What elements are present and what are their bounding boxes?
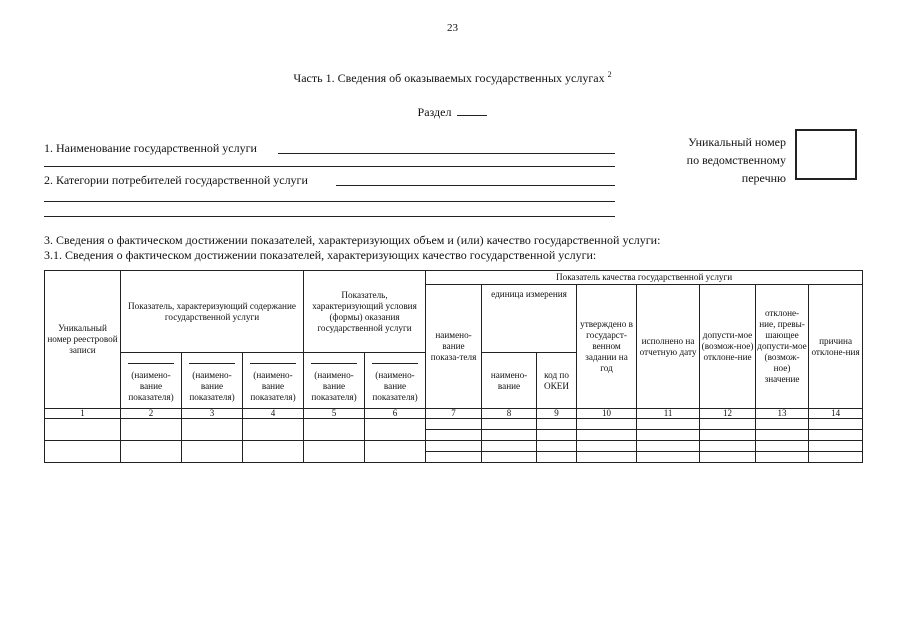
table-cell[interactable] — [304, 441, 365, 463]
header-unit: единица измерения — [482, 285, 577, 353]
paragraph-3: 3. Сведения о фактическом достижении показателей, характеризующих объем и (или) качество государственной услуги: — [44, 233, 661, 247]
table-cell[interactable] — [426, 419, 482, 430]
unique-number-box[interactable] — [795, 129, 857, 180]
service-name-label: 1. Наименование государственной услуги — [44, 141, 257, 155]
table-cell[interactable] — [482, 430, 537, 441]
header-executed: исполнено на отчетную дату — [637, 285, 700, 409]
section-line — [0, 105, 905, 120]
table-cell[interactable] — [700, 441, 756, 452]
subheader-content-1: (наимено-вание показателя) — [121, 353, 182, 409]
table-cell[interactable] — [756, 452, 809, 463]
table-cell[interactable] — [182, 441, 243, 463]
column-number: 7 — [426, 409, 482, 419]
table-cell[interactable] — [121, 419, 182, 441]
table-cell[interactable] — [809, 419, 863, 430]
table-cell[interactable] — [637, 452, 700, 463]
table-cell[interactable] — [121, 441, 182, 463]
paragraph-3-1: 3.1. Сведения о фактическом достижении показателей, характеризующих качество государственной услуги: — [44, 248, 597, 262]
column-number: 2 — [121, 409, 182, 419]
service-name-continuation-line[interactable] — [44, 166, 615, 167]
column-number: 1 — [45, 409, 121, 419]
table-cell[interactable] — [537, 419, 577, 430]
table-cell[interactable] — [426, 430, 482, 441]
header-exceeding-deviation: отклоне-ние, превы-шающее допусти-мое (возмож-ное) значение — [756, 285, 809, 409]
table-cell[interactable] — [809, 430, 863, 441]
service-name-input-line[interactable] — [278, 153, 615, 154]
header-quality: Показатель качества государственной услуги — [426, 271, 863, 285]
table-cell[interactable] — [700, 452, 756, 463]
table-cell[interactable] — [756, 419, 809, 430]
table-cell[interactable] — [637, 430, 700, 441]
consumer-categories-label: 2. Категории потребителей государственной услуги — [44, 173, 308, 187]
unique-number-label: Уникальный номер по ведомственному перечню — [686, 135, 786, 185]
table-cell[interactable] — [577, 452, 637, 463]
column-number: 6 — [365, 409, 426, 419]
table-row[interactable] — [45, 419, 863, 430]
table-cell[interactable] — [426, 441, 482, 452]
section-number-blank[interactable] — [457, 105, 487, 116]
table-cell[interactable] — [365, 419, 426, 441]
subheader-content-3: (наимено-вание показателя) — [243, 353, 304, 409]
quality-indicators-table — [44, 270, 863, 463]
column-number: 13 — [756, 409, 809, 419]
header-registry: Уникальный номер реестровой записи — [45, 271, 121, 409]
header-approved: утверждено в государст-венном задании на год — [577, 285, 637, 409]
subheader-content-2: (наимено-вание показателя) — [182, 353, 243, 409]
table-cell[interactable] — [482, 419, 537, 430]
table-cell[interactable] — [304, 419, 365, 441]
column-number: 12 — [700, 409, 756, 419]
table-cell[interactable] — [45, 419, 121, 441]
column-number: 4 — [243, 409, 304, 419]
column-number: 10 — [577, 409, 637, 419]
header-indicator-name: наимено-вание показа-теля — [426, 285, 482, 409]
table-cell[interactable] — [365, 441, 426, 463]
section-label: Раздел — [417, 105, 452, 119]
table-cell[interactable] — [182, 419, 243, 441]
table-cell[interactable] — [637, 419, 700, 430]
header-content: Показатель, характеризующий содержание государственной услуги — [121, 271, 304, 353]
header-unit-name: наимено-вание — [482, 353, 537, 409]
table-cell[interactable] — [537, 452, 577, 463]
subheader-conditions-1: (наимено-вание показателя) — [304, 353, 365, 409]
table-cell[interactable] — [809, 452, 863, 463]
consumer-categories-line-2[interactable] — [44, 201, 615, 202]
table-cell[interactable] — [700, 419, 756, 430]
table-cell[interactable] — [243, 441, 304, 463]
column-number: 3 — [182, 409, 243, 419]
table-cell[interactable] — [45, 441, 121, 463]
page-number: 23 — [447, 22, 458, 34]
table-cell[interactable] — [243, 419, 304, 441]
consumer-categories-line-3[interactable] — [44, 216, 615, 217]
header-conditions: Показатель, характеризующий условия (формы) оказания государственной услуги — [304, 271, 426, 353]
table-cell[interactable] — [756, 441, 809, 452]
column-number: 11 — [637, 409, 700, 419]
header-deviation-reason: причина отклоне-ния — [809, 285, 863, 409]
table-cell[interactable] — [700, 430, 756, 441]
page-title: Часть 1. Сведения об оказываемых государственных услугах $^2$ — [293, 70, 612, 85]
consumer-categories-input-line[interactable] — [336, 185, 615, 186]
column-number: 5 — [304, 409, 365, 419]
table-cell[interactable] — [809, 441, 863, 452]
table-cell[interactable] — [482, 441, 537, 452]
table-cell[interactable] — [482, 452, 537, 463]
table-cell[interactable] — [577, 430, 637, 441]
column-number: 14 — [809, 409, 863, 419]
table-cell[interactable] — [537, 441, 577, 452]
table-cell[interactable] — [426, 452, 482, 463]
header-unit-code: код по ОКЕИ — [537, 353, 577, 409]
column-numbers-row — [45, 409, 863, 419]
table-cell[interactable] — [577, 419, 637, 430]
header-allowed-deviation: допусти-мое (возмож-ное) отклоне-ние — [700, 285, 756, 409]
column-number: 8 — [482, 409, 537, 419]
title-footnote: 2 — [607, 70, 612, 79]
table-cell[interactable] — [756, 430, 809, 441]
table-cell[interactable] — [577, 441, 637, 452]
subheader-conditions-2: (наимено-вание показателя) — [365, 353, 426, 409]
table-cell[interactable] — [637, 441, 700, 452]
table-cell[interactable] — [537, 430, 577, 441]
column-number: 9 — [537, 409, 577, 419]
table-row[interactable] — [45, 441, 863, 452]
